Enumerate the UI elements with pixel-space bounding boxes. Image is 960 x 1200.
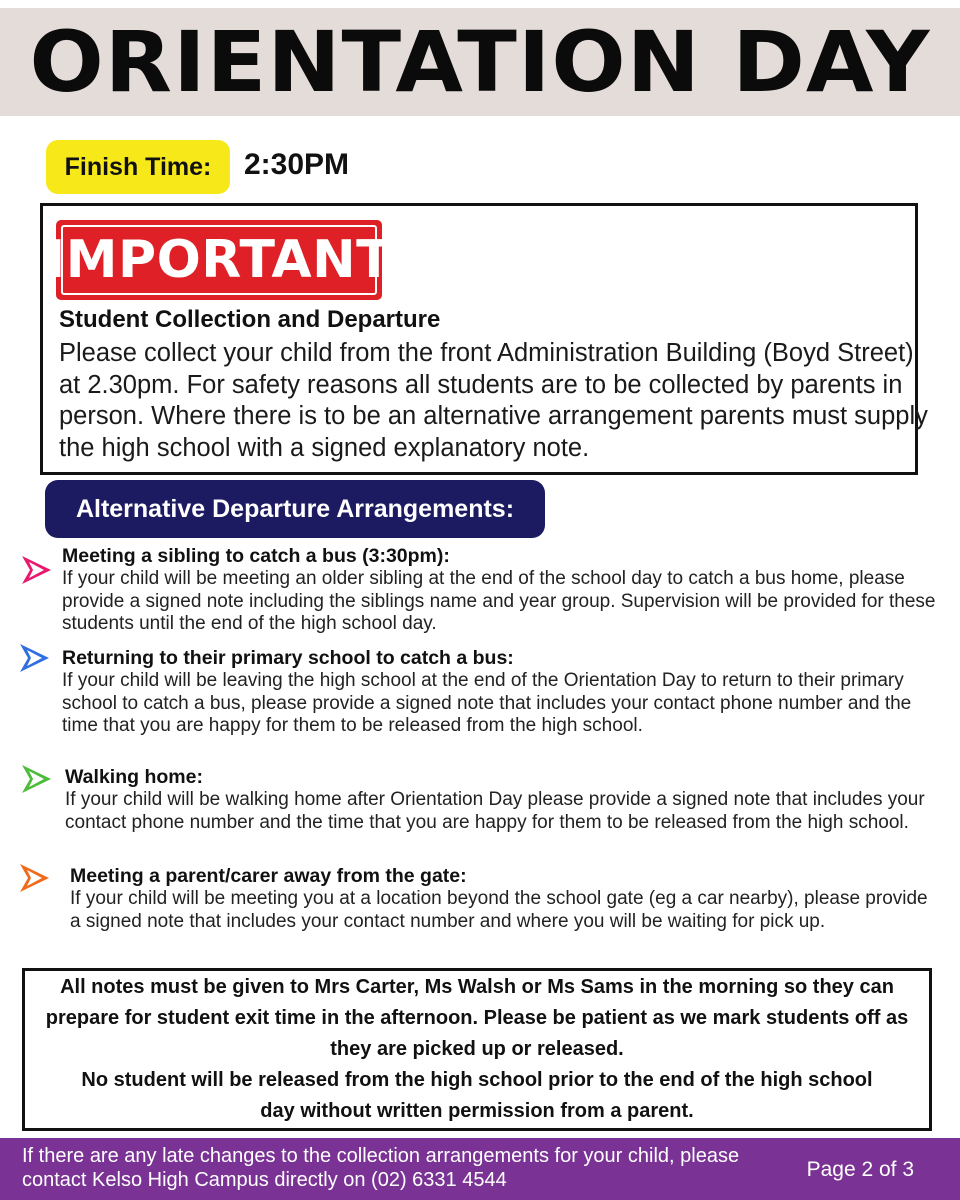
collection-body: Please collect your child from the front Administration Building (Boyd Street) at 2.30pm. For safety reasons all students are to be collected by parents in person. Where there is to be an alternative arrangement parents must supply the high school with a signed explanatory note. (59, 339, 928, 462)
notes-box (22, 968, 932, 1131)
blue-arrow-icon (18, 641, 52, 675)
page-title: ORIENTATION DAY (29, 13, 931, 111)
green-arrow-icon (20, 762, 54, 796)
footer-contact: If there are any late changes to the collection arrangements for your child, please contact Kelso High Campus directly on (02) 6331 4544 (22, 1145, 740, 1191)
notes-release-policy: No student will be released from the high school prior to the end of the high school day without written permission from a parent. (81, 1069, 873, 1122)
notes-instructions: All notes must be given to Mrs Carter, Ms Walsh or Ms Sams in the morning so they can prepare for student exit time in the afternoon. Please be patient as we mark students off as they are picked up or released. (45, 976, 909, 1060)
arrangement-body: If your child will be meeting an older sibling at the end of the school day to catch a bus home, please provide a signed note including the siblings name and year group. Supervision will be provided for these students until the end of the high school day. (62, 568, 936, 634)
finish-time-label: Finish Time: (46, 140, 230, 194)
page-number: Page 2 of 3 (806, 1158, 914, 1181)
arrangement-title: Meeting a parent/carer away from the gate: (70, 865, 467, 887)
finish-time-value: 2:30PM (244, 148, 350, 181)
important-badge (45, 220, 393, 300)
arrangement-title: Walking home: (65, 766, 203, 788)
arrangement-body: If your child will be leaving the high school at the end of the Orientation Day to return to their primary school to catch a bus, please provide a signed note that includes your contact phone number and the time that you are happy for them to be released from the high school. (62, 670, 912, 736)
alternative-arrangements-heading: Alternative Departure Arrangements: (45, 480, 545, 538)
orange-arrow-icon (18, 861, 52, 895)
arrangement-body: If your child will be meeting you at a location beyond the school gate (eg a car nearby), please provide a signed note that includes your contact number and where you will be waiting for pick up. (70, 888, 928, 932)
arrangement-body: If your child will be walking home after Orientation Day please provide a signed note that includes your contact phone number and the time that you are happy for them to be released from the high school. (65, 789, 925, 833)
pink-arrow-icon (20, 553, 54, 587)
arrangement-title: Meeting a sibling to catch a bus (3:30pm): (62, 545, 450, 567)
arrangement-title: Returning to their primary school to catch a bus: (62, 647, 514, 669)
important-badge-text: IMPORTANT (61, 225, 377, 295)
collection-heading: Student Collection and Departure (59, 306, 441, 333)
footer (0, 1138, 960, 1200)
